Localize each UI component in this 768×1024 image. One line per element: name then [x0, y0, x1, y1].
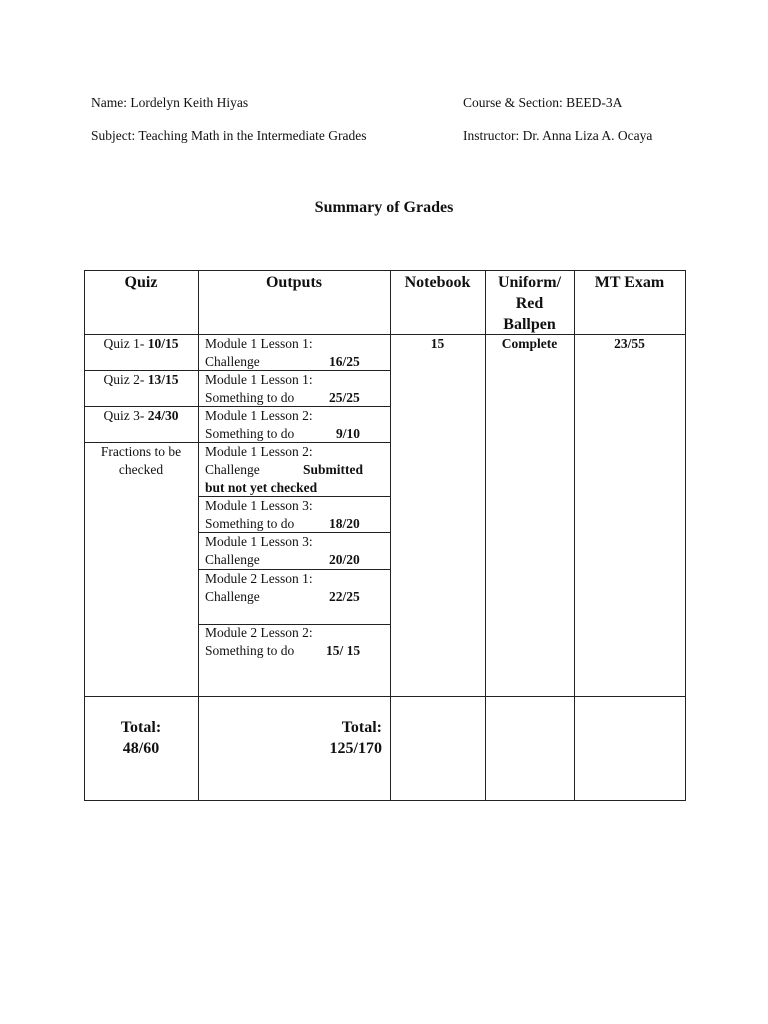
- output-task: Challenge: [205, 552, 260, 567]
- output-task-line: [205, 461, 385, 479]
- output-module: Module 2 Lesson 2:: [205, 625, 313, 640]
- output-score: 18/20: [329, 516, 360, 531]
- uniform-value: Complete: [501, 336, 558, 351]
- output-task: Challenge: [205, 462, 260, 477]
- quiz-3-label: Quiz 3-: [103, 408, 145, 423]
- output-module: Module 1 Lesson 2:: [205, 444, 313, 459]
- output-score: 25/25: [329, 390, 360, 405]
- notebook-value: 15: [430, 336, 445, 351]
- output-row: [205, 335, 385, 371]
- quiz-1-label: Quiz 1-: [103, 336, 145, 351]
- name-value: Lordelyn Keith Hiyas: [130, 95, 249, 110]
- uniform-header-line2: Red: [515, 295, 544, 312]
- output-task-line: [205, 353, 385, 371]
- quiz-1-cell: [84, 335, 198, 353]
- quiz-total: [84, 717, 198, 759]
- output-score: 22/25: [329, 589, 360, 604]
- output-row: [205, 443, 385, 497]
- name-label: Name:: [91, 95, 127, 110]
- quiz-3-score: 24/30: [147, 408, 179, 423]
- col-header-mt-exam: MT Exam: [594, 274, 665, 291]
- fractions-line1: Fractions to be: [100, 444, 182, 459]
- col-header-outputs: Outputs: [265, 274, 323, 291]
- output-score: Submitted: [303, 462, 364, 477]
- quiz-total-value: 48/60: [122, 740, 160, 757]
- quiz-2-label: Quiz 2-: [103, 372, 145, 387]
- output-task-line: [205, 389, 385, 407]
- output-row: [205, 570, 385, 606]
- output-task-line: [205, 515, 385, 533]
- output-module: Module 1 Lesson 3:: [205, 534, 313, 549]
- subject-label: Subject:: [91, 128, 136, 143]
- col-header-uniform: [485, 272, 574, 335]
- output-task: Something to do: [205, 516, 295, 531]
- outputs-total-value: 125/170: [329, 740, 382, 757]
- page-title: Summary of Grades: [314, 199, 454, 216]
- output-task: Challenge: [205, 589, 260, 604]
- output-score-cont: but not yet checked: [205, 480, 318, 495]
- instructor-value: Dr. Anna Liza A. Ocaya: [522, 128, 653, 143]
- output-module: Module 2 Lesson 1:: [205, 571, 313, 586]
- course-value: BEED-3A: [566, 95, 623, 110]
- output-task: Something to do: [205, 426, 295, 441]
- output-row: [205, 371, 385, 407]
- uniform-header-line1: Uniform/: [497, 274, 562, 291]
- col-header-quiz: Quiz: [124, 274, 158, 291]
- quiz-1-score: 10/15: [147, 336, 179, 351]
- outputs-total-label: Total:: [341, 719, 382, 736]
- output-task-line: [205, 551, 385, 569]
- output-task: Something to do: [205, 390, 295, 405]
- fractions-line2: checked: [118, 462, 164, 477]
- fractions-cell: [84, 443, 198, 479]
- output-task: Challenge: [205, 354, 260, 369]
- instructor-label: Instructor:: [463, 128, 520, 143]
- output-row: [205, 497, 385, 533]
- output-score: 16/25: [329, 354, 360, 369]
- output-module: Module 1 Lesson 1:: [205, 336, 313, 351]
- quiz-3-cell: [84, 407, 198, 425]
- output-score: 9/10: [336, 426, 361, 441]
- output-task-line: [205, 642, 385, 660]
- output-task: Something to do: [205, 643, 295, 658]
- subject-value: Teaching Math in the Intermediate Grades: [138, 128, 367, 143]
- output-module: Module 1 Lesson 1:: [205, 372, 313, 387]
- col-header-notebook: Notebook: [404, 274, 471, 291]
- output-row: [205, 407, 385, 443]
- outputs-total: [198, 717, 382, 759]
- output-task-line: [205, 588, 385, 606]
- uniform-header-line3: Ballpen: [503, 316, 556, 333]
- output-score: 15/ 15: [326, 643, 361, 658]
- course-label: Course & Section:: [463, 95, 563, 110]
- output-task-line: [205, 425, 385, 443]
- output-module: Module 1 Lesson 3:: [205, 498, 313, 513]
- output-score: 20/20: [329, 552, 360, 567]
- quiz-total-label: Total:: [120, 719, 162, 736]
- mt-exam-value: 23/55: [614, 336, 645, 351]
- output-row: [205, 624, 385, 660]
- quiz-2-cell: [84, 371, 198, 389]
- output-module: Module 1 Lesson 2:: [205, 408, 313, 423]
- quiz-2-score: 13/15: [147, 372, 179, 387]
- output-row: [205, 533, 385, 569]
